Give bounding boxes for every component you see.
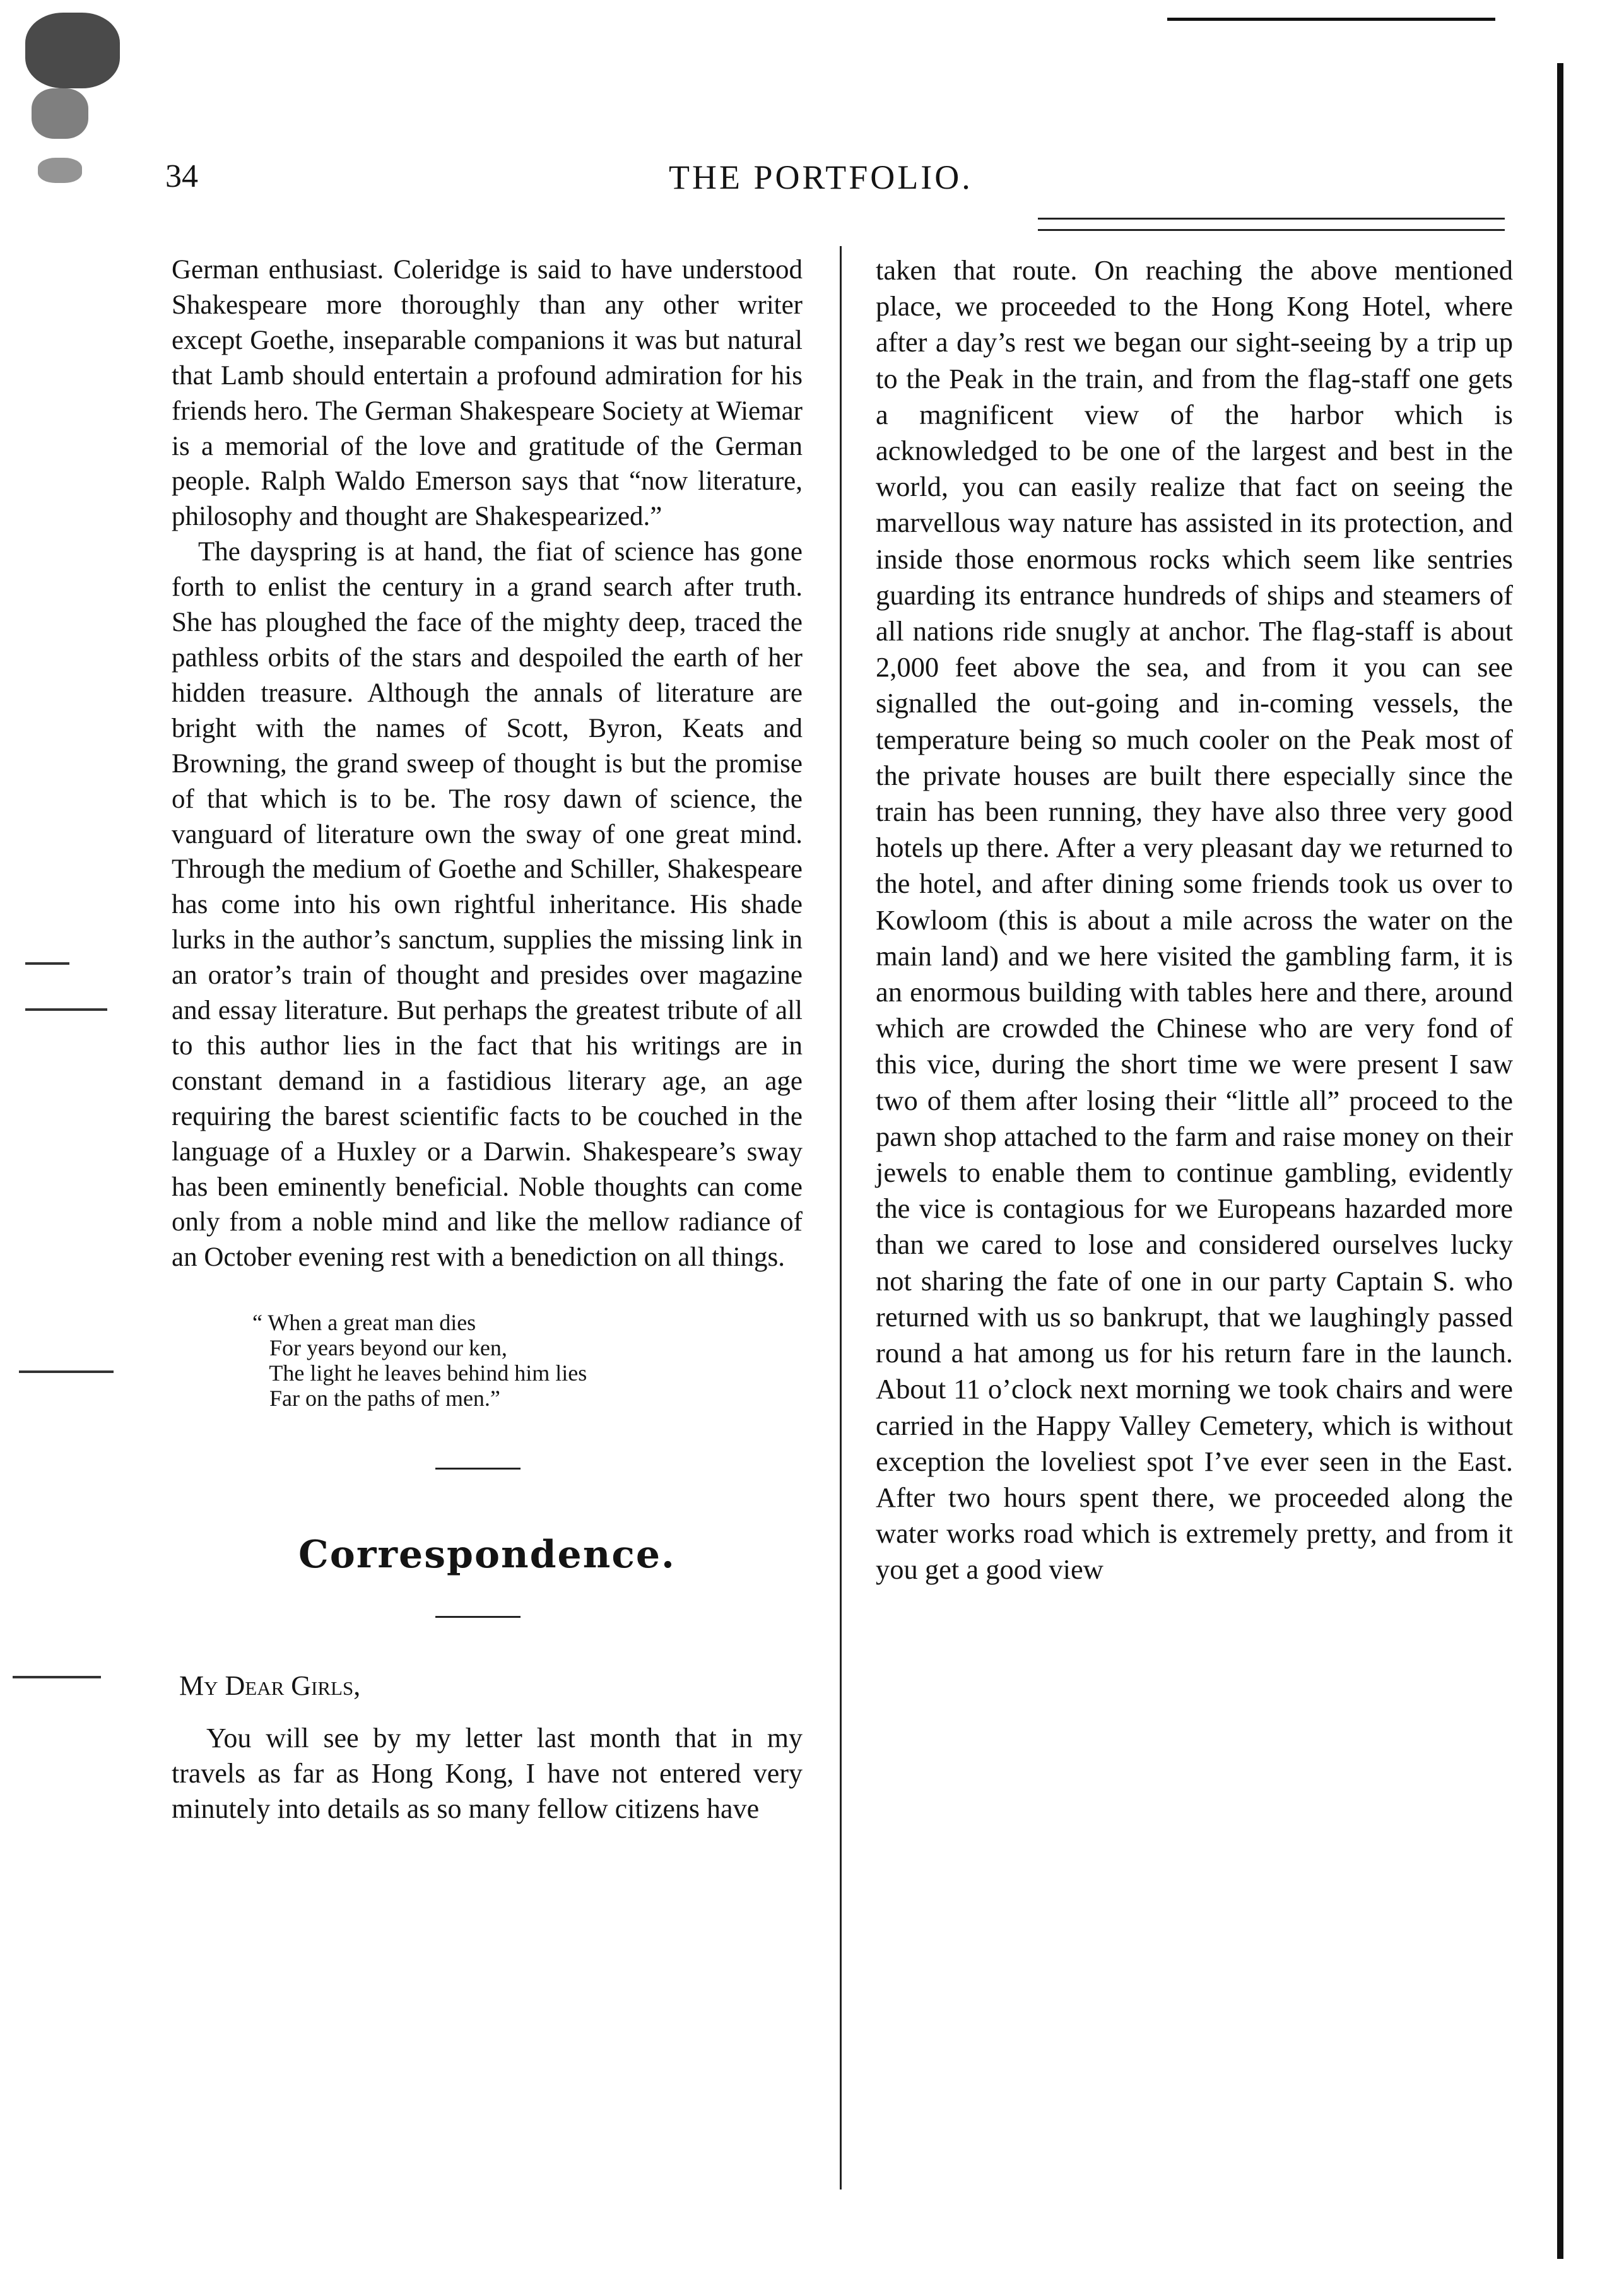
letter-paragraph: You will see by my letter last month that in my travels as far as Hong Kong, I have not entered very minutely into details as so many fellow citizens have — [172, 1723, 803, 1825]
column-divider — [840, 246, 842, 2189]
page-edge-border — [1557, 63, 1563, 2259]
page-number: 34 — [165, 158, 198, 194]
margin-mark — [25, 1008, 107, 1011]
margin-mark — [25, 962, 69, 965]
poem-quote — [252, 1310, 803, 1411]
right-column — [876, 252, 1513, 1588]
section-heading: Correspondence. — [298, 1533, 676, 1577]
ink-smudge — [32, 88, 88, 139]
letter-continuation: taken that route. On reaching the above mentioned place, we proceeded to the Hong Kong Hotel, where after a day’s rest we began our sight-seeing by a trip up to the Peak in the train, and from the flag-staff one gets a magnificent view of the harbor which is acknowledged to be one of the largest and best in the world, you can easily realize that fact on seeing the marvellous way nature has assisted in its protection, and inside those enormous rocks which seem like sentries guarding its entrance hundreds of ships and steamers of all nations ride snugly at anchor. The flag-staff is about 2,000 feet above the sea, and from it you can see signalled the out-going and in-coming vessels, the temperature being so much cooler on the Peak most of the private houses are built there especially since the train has been running, they have also three very good hotels up there. After a very pleasant day we returned to the hotel, and after dining some friends took us over to Kowloom (this is about a mile across the water on the main land) and we here visited the gambling farm, it is an enormous building with tables here and there, around which are crowded the Chinese who are very fond of this vice, during the short time we were present I saw two of them after losing their “little all” proceed to the pawn shop attached to the farm and raise money on their jewels to enable them to continue gambling, evidently the vice is contagious for we Europeans hazarded more than we cared to lose and considered ourselves lucky not sharing the fate of one in our party Captain S. who returned with us so bankrupt, that we laughingly passed round a hat among us for his return fare in the launch. About 11 o’clock next morning we took chairs and were carried in the Happy Valley Cemetery, which is without exception the loveliest spot I’ve ever seen in the East. After two hours spent there, we proceeded along the water works road which is extremely pretty, and from it you get a good view — [876, 254, 1513, 1586]
essay-paragraph: German enthusiast. Coleridge is said to have understood Shakespeare more thoroughly than any other writer except Goethe, inseparable companions it was but natural that Lamb should entertain a profound admiration for his friends hero. The German Shakespeare Society at Wiemar is a memorial of the love and gratitude of the German people. Ralph Waldo Emerson says that “now literature, philosophy and thought are Shakespearized.” — [172, 255, 803, 532]
left-column — [172, 252, 803, 1854]
letter-salutation: My Dear Girls, — [179, 1670, 361, 1702]
header-rule — [1038, 218, 1505, 220]
section-separator — [435, 1616, 521, 1618]
section-separator — [435, 1468, 521, 1470]
poem-line: Far on the paths of men.” — [252, 1386, 500, 1411]
header-rule — [1038, 229, 1505, 231]
top-border-rule — [1167, 18, 1495, 21]
ink-smudge — [25, 13, 120, 88]
poem-line: “ When a great man dies — [252, 1310, 476, 1336]
running-title: THE PORTFOLIO. — [669, 158, 973, 196]
essay-paragraph: The dayspring is at hand, the fiat of science has gone forth to enlist the century in a grand search after truth. She has ploughed the face of the mighty deep, traced the pathless orbits of the stars and despoiled the earth of her hidden treasure. Although the annals of literature are bright with the names of Scott, Byron, Keats and Browning, the grand sweep of thought is but the promise of that which is to be. The rosy dawn of science, the vanguard of literature own the sway of one great mind. Through the medium of Goethe and Schiller, Shakespeare has come into his own rightful inheritance. His shade lurks in the author’s sanctum, supplies the missing link in an orator’s train of thought and presides over magazine and essay literature. But perhaps the greatest tribute of all to this author lies in the fact that his writings are in constant demand in a fastidious literary age, an age requiring the barest scientific facts to be couched in the language of a Huxley or a Darwin. Shakespeare’s sway has been eminently beneficial. Noble thoughts can come only from a noble mind and like the mellow radiance of an October evening rest with a benediction on all things. — [172, 537, 803, 1273]
margin-mark — [19, 1370, 114, 1373]
poem-line: The light he leaves behind him lies — [252, 1360, 587, 1386]
poem-line: For years beyond our ken, — [252, 1335, 507, 1361]
margin-mark — [13, 1676, 101, 1678]
ink-smudge — [38, 158, 82, 183]
